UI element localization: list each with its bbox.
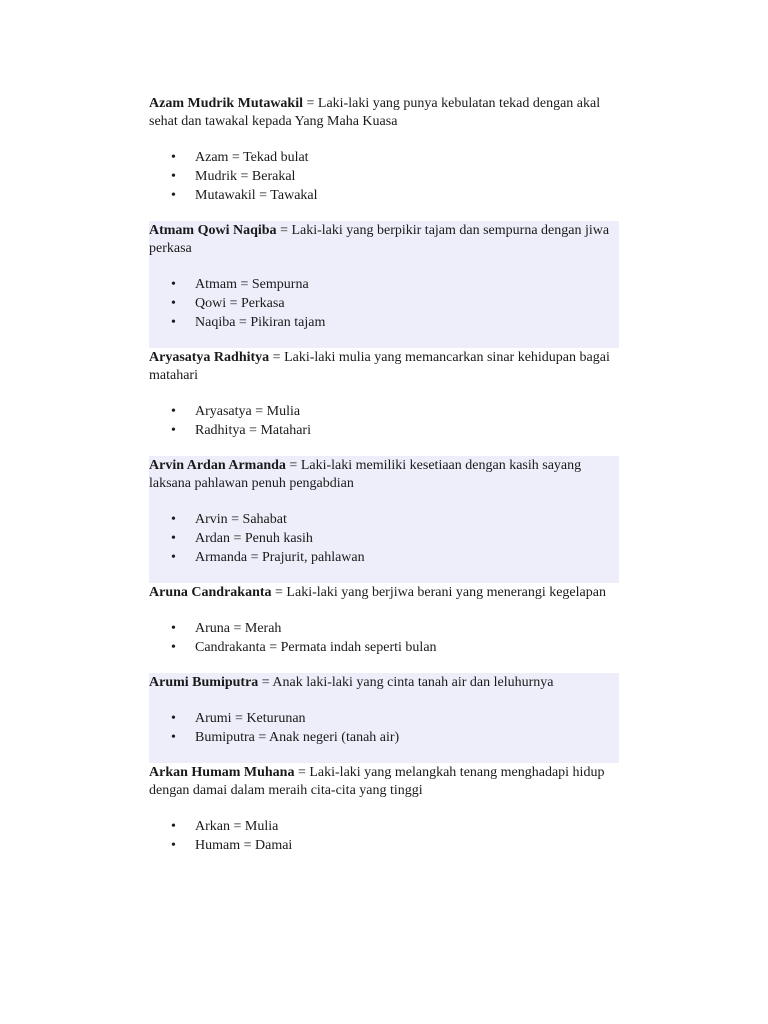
entry-description	[149, 584, 619, 602]
list-item	[149, 510, 619, 529]
list-item-text: Atmam = Sempurna	[195, 277, 309, 292]
entry-meaning: = Laki-laki yang berjiwa berani yang menerangi kegelapan	[271, 585, 606, 600]
list-item	[149, 167, 619, 186]
entry-description	[149, 764, 619, 800]
entry-description	[149, 674, 619, 692]
entry-meaning: = Laki-laki yang melangkah tenang menghadapi hidup dengan damai dalam meraih cita-cita yang tinggi	[149, 765, 605, 798]
bullet-icon: •	[171, 188, 176, 203]
bullet-icon: •	[171, 550, 176, 565]
list-item	[149, 313, 619, 332]
entry-meaning: = Laki-laki yang berpikir tajam dan sempurna dengan jiwa perkasa	[149, 223, 610, 256]
bullet-icon: •	[171, 711, 176, 726]
word-meaning-list	[149, 817, 619, 855]
bullet-icon: •	[171, 512, 176, 527]
list-item-text: Bumiputra = Anak negeri (tanah air)	[195, 730, 400, 745]
list-item-text: Aryasatya = Mulia	[195, 404, 301, 419]
bullet-icon: •	[171, 819, 176, 834]
list-item	[149, 148, 619, 167]
list-item-text: Qowi = Perkasa	[195, 296, 285, 311]
list-item-text: Mudrik = Berakal	[195, 169, 296, 184]
entry-name: Azam Mudrik Mutawakil	[149, 96, 303, 111]
bullet-icon: •	[171, 531, 176, 546]
list-item-text: Radhitya = Matahari	[195, 423, 311, 438]
name-entry	[149, 456, 619, 583]
word-meaning-list	[149, 709, 619, 747]
list-item	[149, 402, 619, 421]
entry-name: Aruna Candrakanta	[149, 585, 272, 600]
list-item-text: Mutawakil = Tawakal	[195, 188, 318, 203]
bullet-icon: •	[171, 296, 176, 311]
entry-name: Arvin Ardan Armanda	[149, 458, 286, 473]
word-meaning-list	[149, 275, 619, 332]
bullet-icon: •	[171, 169, 176, 184]
bullet-icon: •	[171, 423, 176, 438]
entry-description	[149, 222, 619, 258]
list-item-text: Arkan = Mulia	[195, 819, 279, 834]
bullet-icon: •	[171, 404, 176, 419]
word-meaning-list	[149, 510, 619, 567]
list-item-text: Ardan = Penuh kasih	[195, 531, 313, 546]
name-entry	[149, 763, 619, 871]
entry-description	[149, 349, 619, 385]
list-item-text: Aruna = Merah	[195, 621, 282, 636]
list-item-text: Candrakanta = Permata indah seperti bulan	[195, 640, 437, 655]
entry-name: Arkan Humam Muhana	[149, 765, 295, 780]
entry-name: Atmam Qowi Naqiba	[149, 223, 277, 238]
bullet-icon: •	[171, 640, 176, 655]
list-item	[149, 421, 619, 440]
list-item-text: Arumi = Keturunan	[195, 711, 306, 726]
bullet-icon: •	[171, 730, 176, 745]
list-item	[149, 709, 619, 728]
list-item-text: Armanda = Prajurit, pahlawan	[195, 550, 365, 565]
list-item-text: Humam = Damai	[195, 838, 293, 853]
entry-meaning: = Laki-laki mulia yang memancarkan sinar kehidupan bagai matahari	[149, 350, 610, 383]
entry-meaning: = Laki-laki yang punya kebulatan tekad dengan akal sehat dan tawakal kepada Yang Maha Kuasa	[149, 96, 601, 129]
bullet-icon: •	[171, 150, 176, 165]
list-item	[149, 186, 619, 205]
entry-name: Aryasatya Radhitya	[149, 350, 270, 365]
list-item	[149, 817, 619, 836]
list-item	[149, 275, 619, 294]
entry-name: Arumi Bumiputra	[149, 675, 259, 690]
list-item	[149, 836, 619, 855]
list-item-text: Naqiba = Pikiran tajam	[195, 315, 326, 330]
list-item-text: Azam = Tekad bulat	[195, 150, 309, 165]
entry-meaning: = Anak laki-laki yang cinta tanah air dan leluhurnya	[258, 675, 554, 690]
word-meaning-list	[149, 148, 619, 205]
word-meaning-list	[149, 619, 619, 657]
name-entry	[149, 94, 619, 221]
list-item-text: Arvin = Sahabat	[195, 512, 287, 527]
bullet-icon: •	[171, 277, 176, 292]
list-item	[149, 619, 619, 638]
list-item	[149, 638, 619, 657]
entry-description	[149, 457, 619, 493]
name-entry	[149, 583, 619, 673]
list-item	[149, 548, 619, 567]
name-entry	[149, 673, 619, 763]
bullet-icon: •	[171, 838, 176, 853]
word-meaning-list	[149, 402, 619, 440]
bullet-icon: •	[171, 621, 176, 636]
bullet-icon: •	[171, 315, 176, 330]
entry-meaning: = Laki-laki memiliki kesetiaan dengan kasih sayang laksana pahlawan penuh pengabdian	[149, 458, 582, 491]
entry-description	[149, 95, 619, 131]
list-item	[149, 529, 619, 548]
name-entry	[149, 221, 619, 348]
name-entry	[149, 348, 619, 456]
document-body	[149, 94, 619, 871]
list-item	[149, 294, 619, 313]
list-item	[149, 728, 619, 747]
